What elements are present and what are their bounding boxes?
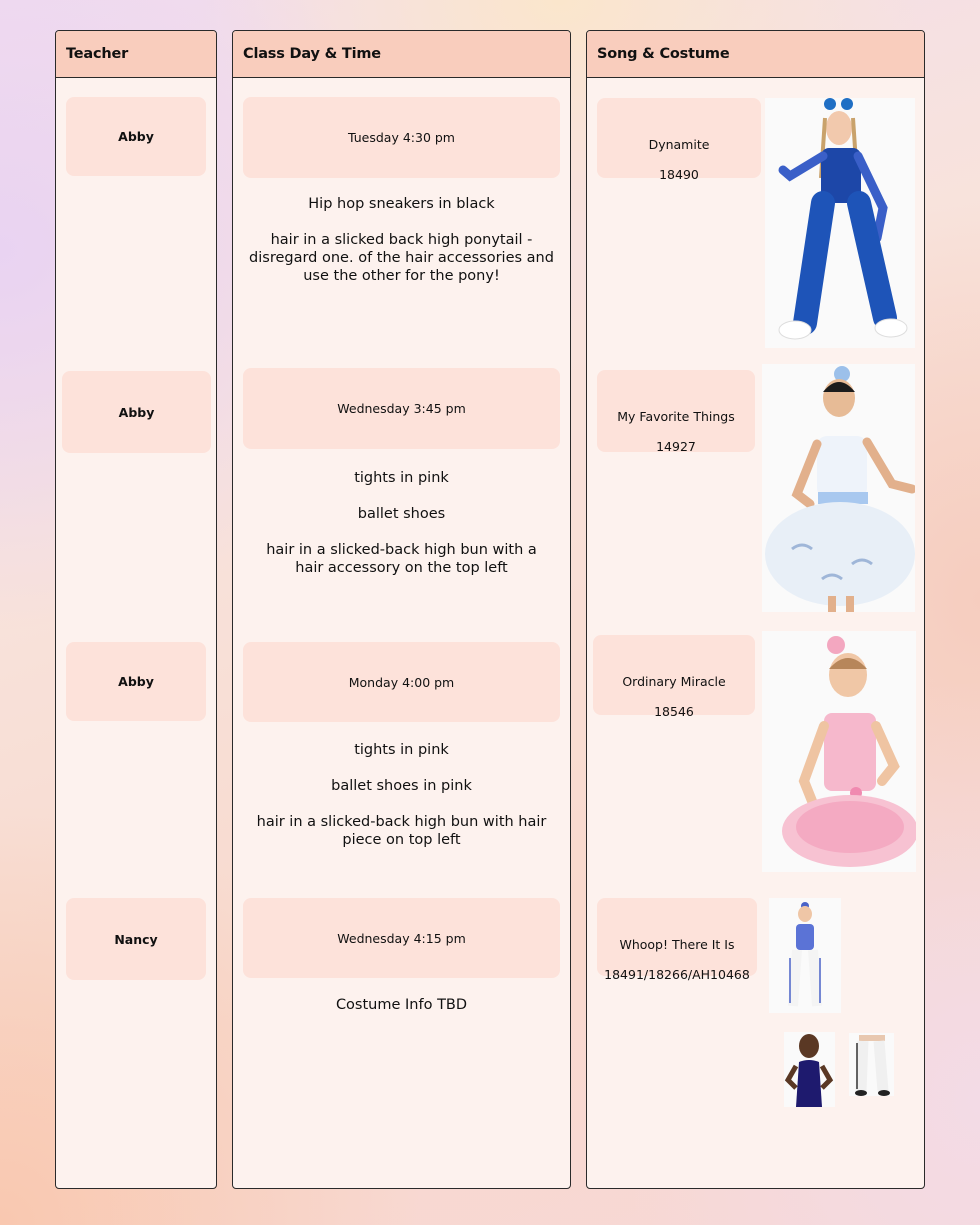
song-title: My Favorite Things [617,409,735,424]
class-column [232,30,571,1189]
song-title: Whoop! There It Is [619,937,735,952]
note-text: tights in pink [354,470,449,486]
costume-code: 14927 [656,439,696,454]
costume-code: 18491/18266/AH10468 [604,967,750,982]
song-title: Dynamite [648,137,710,152]
class-time-row-4: Wednesday 4:15 pm [243,898,560,978]
costume-photo-whoop-pants [849,1033,894,1096]
song-cell-row-1 [597,98,761,182]
costume-notes-row-3 [233,741,570,867]
blue-sequin-hip-hop-costume-icon [765,98,915,348]
costume-code: 18546 [654,704,694,719]
note-text: tights in pink [354,742,449,758]
note-text: Costume Info TBD [335,997,468,1013]
teacher-header: Teacher [56,31,216,78]
teacher-cell-row-3: Abby [66,642,206,721]
costume-photo-whoop-full [769,898,841,1013]
white-striped-pants-icon [849,1033,894,1096]
class-time-row-3: Monday 4:00 pm [243,642,560,722]
navy-velvet-tank-icon [784,1032,835,1107]
costume-notes-row-2 [233,469,570,595]
teacher-cell-row-1: Abby [66,97,206,176]
song-cell-row-4 [597,898,757,982]
costume-notes-row-1 [233,195,570,303]
note-text: hair in a slicked-back high bun with a hair accessory on the top left [266,542,537,576]
class-time-row-2: Wednesday 3:45 pm [243,368,560,449]
song-cell-row-3 [593,635,755,719]
song-header: Song & Costume [587,31,924,78]
teacher-cell-row-4: Nancy [66,898,206,980]
note-text: ballet shoes in pink [331,778,472,794]
song-title: Ordinary Miracle [622,674,726,689]
class-time-row-1: Tuesday 4:30 pm [243,97,560,178]
song-cell-row-2 [597,370,755,452]
costume-photo-dynamite [765,98,915,348]
pink-sequin-tutu-costume-icon [762,631,916,872]
costume-notes-row-4 [233,996,570,1032]
class-header: Class Day & Time [233,31,570,78]
blue-top-white-pants-costume-icon [769,898,841,1013]
costume-code: 18490 [659,167,699,182]
note-text: Hip hop sneakers in black [308,196,495,212]
note-text: ballet shoes [357,506,446,522]
note-text: hair in a slicked-back high bun with hair piece on top left [256,814,547,848]
teacher-column [55,30,217,1189]
note-text: hair in a slicked back high ponytail - disregard one. of the hair accessories and use the other for the pony! [249,232,554,284]
light-blue-ballet-tutu-costume-icon [762,364,915,612]
costume-photo-whoop-top [784,1032,835,1107]
costume-photo-ordinary-miracle [762,631,916,872]
costume-photo-my-favorite-things [762,364,915,612]
teacher-cell-row-2: Abby [62,371,211,453]
